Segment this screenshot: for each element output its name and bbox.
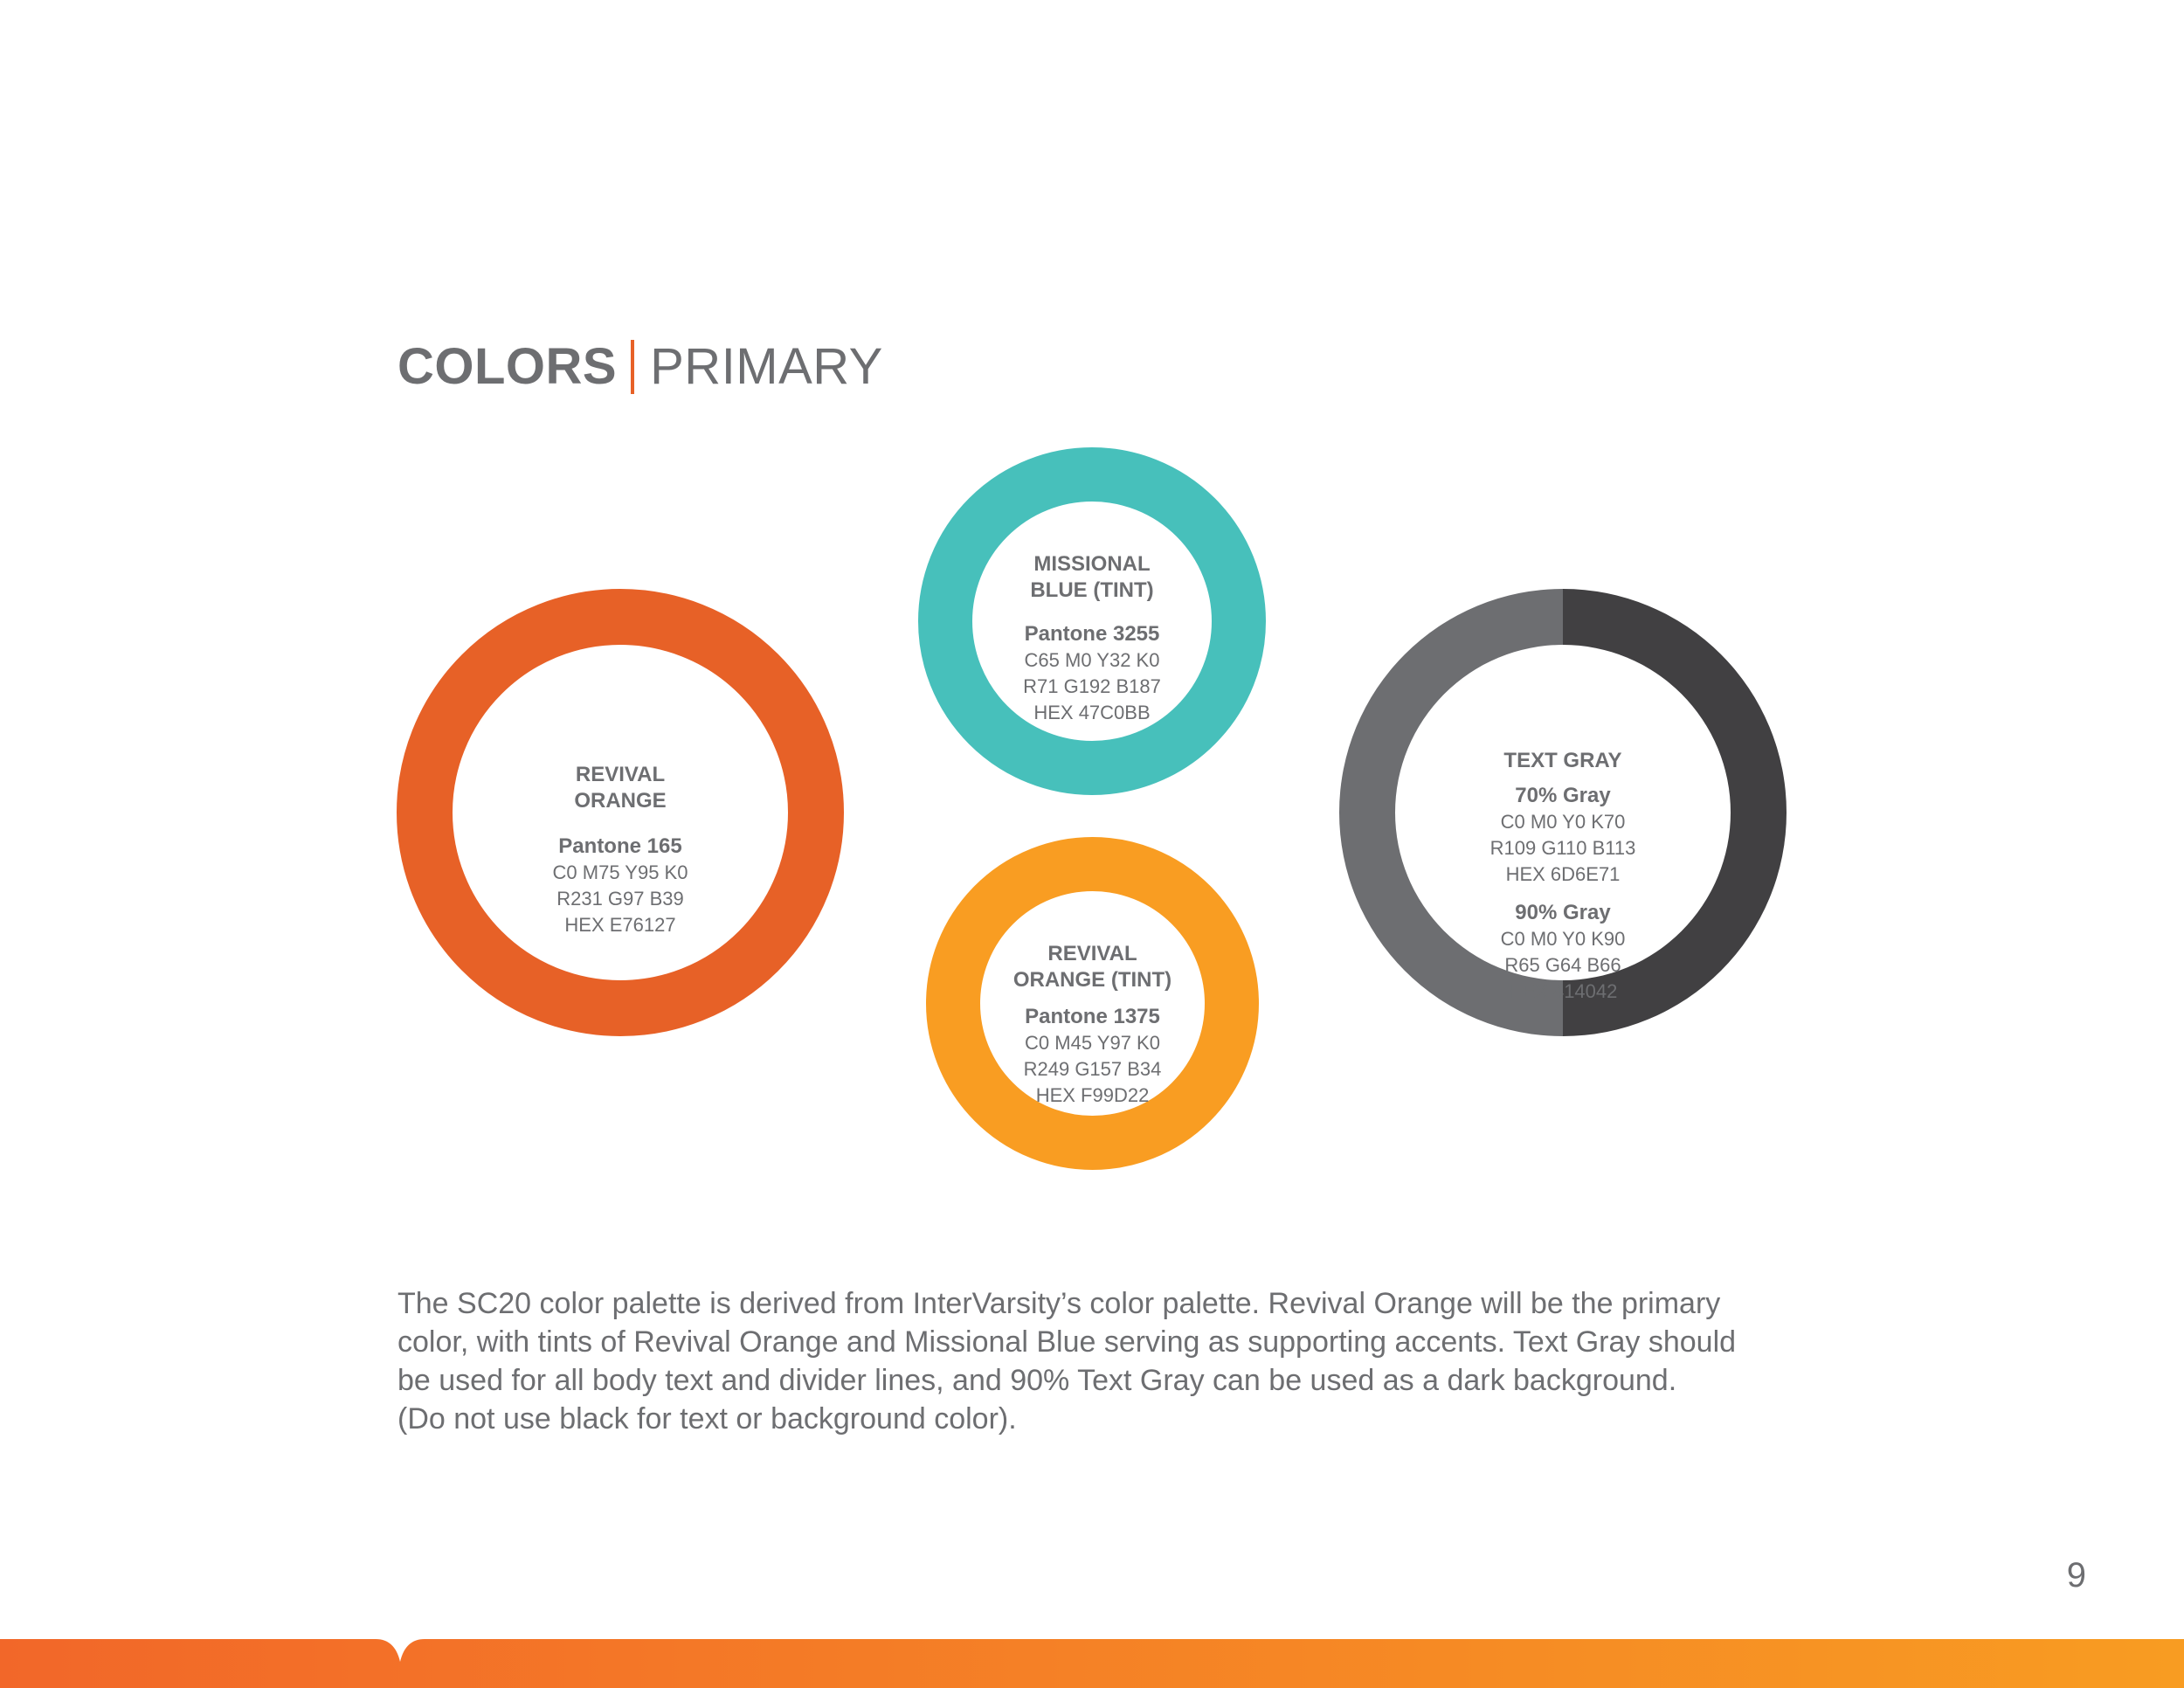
cmyk-value: C0 M45 Y97 K0 — [1025, 1032, 1160, 1054]
cmyk-value: C0 M75 Y95 K0 — [552, 861, 688, 883]
gray70-hex: HEX 6D6E71 — [1505, 863, 1621, 885]
pantone-value: Pantone 1375 — [1025, 1005, 1160, 1028]
page-title — [397, 336, 883, 398]
footer-bar — [0, 1639, 2184, 1688]
swatch-revival-orange-tint — [926, 837, 1259, 1170]
cmyk-value: C65 M0 Y32 K0 — [1024, 649, 1160, 671]
pantone-value: Pantone 165 — [558, 834, 682, 858]
pantone-value: Pantone 3255 — [1024, 622, 1160, 646]
title-divider — [631, 340, 634, 394]
swatch-info — [1395, 748, 1731, 1005]
footer-bar-shape — [0, 1639, 2184, 1688]
rgb-value: R249 G157 B34 — [1023, 1058, 1162, 1080]
page-number: 9 — [2066, 1556, 2086, 1595]
gray70-rgb: R109 G110 B113 — [1489, 837, 1636, 859]
gray90-rgb: R65 G64 B66 — [1504, 954, 1621, 976]
swatch-name: MISSIONAL BLUE (TINT) — [1030, 552, 1154, 602]
rgb-value: R71 G192 B187 — [1023, 675, 1161, 697]
gray70-label: 70% Gray — [1515, 784, 1611, 807]
swatch-info — [453, 762, 788, 938]
rgb-value: R231 G97 B39 — [556, 888, 684, 910]
palette-description: The SC20 color palette is derived from InterVarsity’s color palette. Revival Orange will be the primary color, with tints of Revival Orange and Missional Blue serving as supporting accents. Text Gray should be used for all body text and divider lines, and 90% Text Gray can be used as a dark background. (Do not use black for text or background color). — [397, 1287, 1737, 1435]
gray90-hex: HEX 414042 — [1508, 980, 1618, 1002]
swatch-name: REVIVAL ORANGE (TINT) — [1013, 942, 1172, 992]
gray90-label: 90% Gray — [1515, 901, 1611, 924]
swatch-name: TEXT GRAY — [1503, 749, 1622, 772]
gray70-cmyk: C0 M0 Y0 K70 — [1500, 811, 1626, 833]
hex-value: HEX E76127 — [564, 914, 676, 936]
swatch-revival-orange — [397, 589, 844, 1036]
gray90-cmyk: C0 M0 Y0 K90 — [1500, 928, 1626, 950]
swatch-name: REVIVAL ORANGE — [574, 763, 667, 813]
hex-value: HEX F99D22 — [1035, 1084, 1150, 1106]
page-title-bold: COLORS — [397, 338, 618, 395]
swatch-info — [980, 941, 1205, 1109]
swatch-text-gray — [1339, 589, 1787, 1036]
page-title-light: PRIMARY — [650, 338, 883, 395]
hex-value: HEX 47C0BB — [1033, 702, 1151, 723]
swatch-info — [972, 551, 1212, 726]
swatch-missional-blue — [918, 447, 1266, 795]
